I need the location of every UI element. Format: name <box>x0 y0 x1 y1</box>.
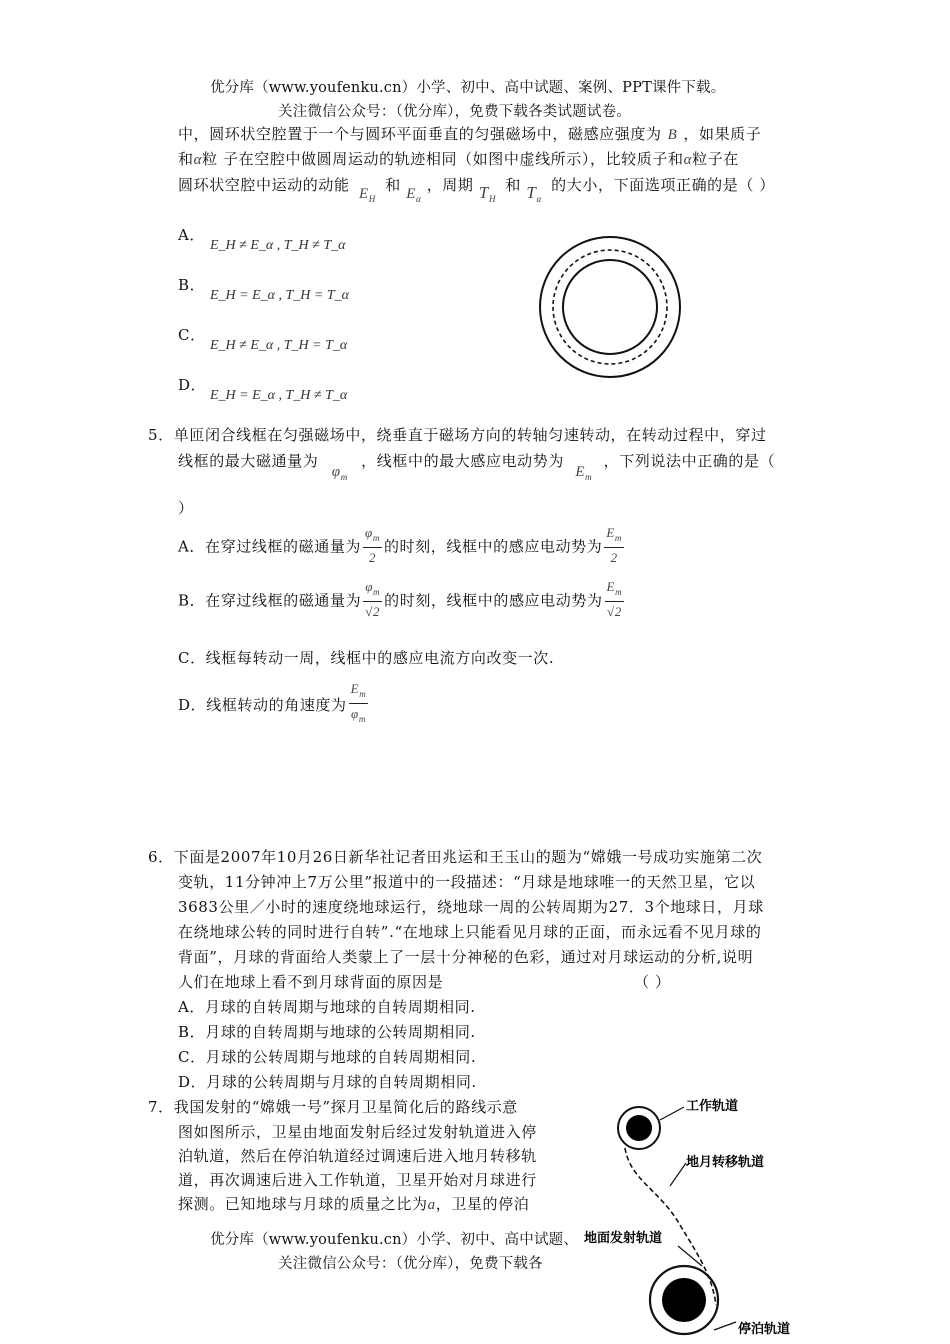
transfer-orbit-path <box>625 1148 716 1305</box>
header-line-2: 关注微信公众号：（优分库），免费下载各类试题试卷。 <box>278 104 631 120</box>
q5-line-1: 5．单匝闭合线框在匀强磁场中，绕垂直于磁场方向的转轴匀速转动，在转动过程中，穿过 <box>148 426 767 444</box>
q6-option-c: C．月球的公转周期与地球的自转周期相同. <box>178 1048 477 1066</box>
q6-line-5: 背面”，月球的背面给人类蒙上了一层十分神秘的色彩，通过对月球运动的分析,说明 <box>178 948 754 966</box>
outer-ring <box>540 237 680 377</box>
symbol-T-H: $T_H$ <box>478 183 497 204</box>
q5-option-c: C．线框每转动一周，线框中的感应电流方向改变一次. <box>178 649 555 667</box>
label-transfer-orbit: 地月转移轨道 <box>686 1155 765 1170</box>
q4-option-a-label: A． <box>178 226 206 244</box>
q6-line-6: 人们在地球上看不到月球背面的原因是 <box>178 973 444 991</box>
q6-line-3: 3683公里／小时的速度绕地球运行，绕地球一周的公转周期为27．3个地球日，月球 <box>178 898 764 916</box>
fraction-phi-over-2: $\frac{\varphi_m}{2}$ <box>365 525 380 565</box>
symbol-E-H: $E_H$ <box>358 186 376 204</box>
q6-option-a: A．月球的自转周期与地球的自转周期相同. <box>178 998 476 1016</box>
symbol-alpha: α <box>193 152 203 168</box>
q5-line-2: 线框的最大磁通量为 $\varphi_m$ ，线框中的最大感应电动势为 $E_m$ ，下列说法中正确的是（ <box>178 452 776 482</box>
ring-cavity-diagram <box>535 232 685 382</box>
fraction-E-over-phi: $\frac{E_m}{\varphi_m}$ <box>350 681 367 724</box>
fraction-E-over-sqrt2: $\frac{E_m}{√2}$ <box>606 579 623 619</box>
lunar-orbit-diagram <box>580 1090 830 1344</box>
symbol-E-m: $E_m$ <box>575 464 593 482</box>
q4-option-b-math: E_H = E_α , T_H = T_α <box>210 288 349 303</box>
q7-line-4: 道，再次调速后进入工作轨道，卫星开始对月球进行 <box>178 1171 537 1189</box>
work-orbit-leader <box>660 1107 684 1120</box>
q5-option-b: B．在穿过线框的磁通量为 $\frac{\varphi_m}{√2}$ 的时刻，线框中的感应电动势为 $\frac{E_m}{√2}$ <box>178 578 626 622</box>
symbol-E-alpha: $E_\alpha$ <box>406 186 422 204</box>
q5-option-a: A．在穿过线框的磁通量为 $\frac{\varphi_m}{2}$ 的时刻，线框中的感应电动势为 $\frac{E_m}{2}$ <box>178 524 626 568</box>
inner-ring <box>563 260 657 354</box>
symbol-phi-m: $\varphi_m$ <box>331 464 348 482</box>
moon <box>626 1115 652 1141</box>
q6-option-b: B．月球的自转周期与地球的公转周期相同. <box>178 1023 476 1041</box>
parking-orbit-leader <box>714 1322 736 1330</box>
q4-option-a-math: E_H ≠ E_α , T_H ≠ T_α <box>210 238 346 253</box>
label-parking-orbit: 停泊轨道 <box>738 1322 791 1337</box>
symbol-alpha: α <box>683 152 693 168</box>
q4-line-1: 中，圆环状空腔置于一个与圆环平面垂直的匀强磁场中，磁感应强度为 B ，如果质子 <box>178 125 762 143</box>
symbol-T-alpha: $T_\alpha$ <box>526 183 542 204</box>
q6-line-4: 在绕地球公转的同时进行自转”.“在地球上只能看见月球的正面，而永远看不见月球的 <box>178 923 762 941</box>
label-work-orbit: 工作轨道 <box>686 1099 739 1114</box>
footer-line-1: 优分库（www.youfenku.cn）小学、初中、高中试题、 <box>210 1232 579 1248</box>
q7-line-2: 图如图所示，卫星由地面发射后经过发射轨道进入停 <box>178 1123 537 1141</box>
q5-option-d: D．线框转动的角速度为 $\frac{E_m}{\varphi_m}$ <box>178 680 370 729</box>
q5-line-3: ） <box>178 499 194 517</box>
q4-option-d-label: D． <box>178 376 207 394</box>
q4-option-b-label: B． <box>178 276 206 294</box>
q4-option-c-math: E_H ≠ E_α , T_H = T_α <box>210 338 348 353</box>
q4-line-3: 圆环状空腔中运动的动能 $E_H$ 和 $E_\alpha$ ，周期 $T_H$ 和 $T_\alpha$ 的大小，下面选项正确的是（ ） <box>178 176 775 204</box>
header-line-1: 优分库（www.youfenku.cn）小学、初中、高中试题、案例、PPT课件下载。 <box>210 80 726 96</box>
q6-option-d: D．月球的公转周期与月球的自转周期相同. <box>178 1073 477 1091</box>
q6-answer-paren: （ ） <box>634 973 671 991</box>
fraction-E-over-2: $\frac{E_m}{2}$ <box>606 525 623 565</box>
symbol-B: B <box>667 127 678 143</box>
label-launch-orbit: 地面发射轨道 <box>584 1231 663 1246</box>
footer-line-2: 关注微信公众号：（优分库），免费下载各 <box>278 1256 543 1272</box>
transfer-orbit-leader <box>670 1163 686 1186</box>
q6-line-1: 6．下面是2007年10月26日新华社记者田兆运和王玉山的题为“嫦娥一号成功实施第二次 <box>148 848 763 866</box>
q6-line-2: 变轨，11分钟冲上7万公里”报道中的一段描述：“月球是地球唯一的天然卫星，它以 <box>178 873 756 891</box>
q4-option-c-label: C． <box>178 326 206 344</box>
q7-line-1: 7．我国发射的“嫦娥一号”探月卫星简化后的路线示意 <box>148 1098 518 1116</box>
q7-line-3: 泊轨道，然后在停泊轨道经过调速后进入地月转移轨 <box>178 1147 537 1165</box>
earth <box>662 1278 706 1322</box>
dashed-trajectory <box>553 250 667 364</box>
q4-option-d-math: E_H = E_α , T_H ≠ T_α <box>210 388 348 403</box>
fraction-phi-over-sqrt2: $\frac{\varphi_m}{√2}$ <box>365 579 381 619</box>
symbol-a: a <box>427 1197 436 1213</box>
q7-line-5: 探测。已知地球与月球的质量之比为a，卫星的停泊 <box>178 1195 530 1213</box>
q4-line-2: 和α粒 子在空腔中做圆周运动的轨迹相同（如图中虚线所示），比较质子和α粒子在 <box>178 150 739 168</box>
